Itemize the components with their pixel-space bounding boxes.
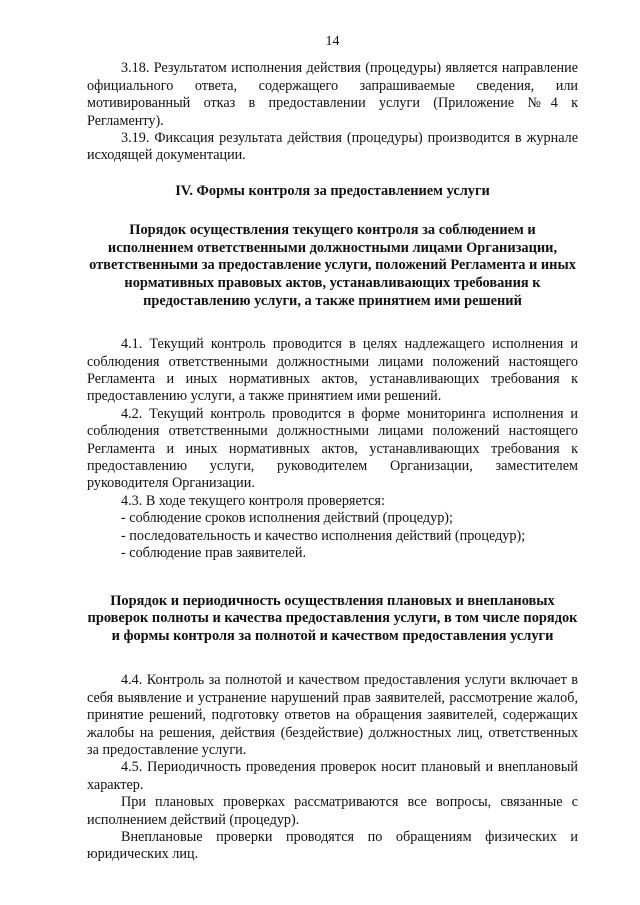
page-number: 14 [325, 34, 340, 49]
paragraph-3-19: 3.19. Фиксация результата действия (процедуры) производится в журнале исходящей документации. [87, 130, 578, 164]
paragraph-4-4: 4.4. Контроль за полнотой и качеством предоставления услуги включает в себя выявление и устранение нарушений прав заявителей, рассмотрение жалоб, принятие решений, подготовку ответов на обращения заявителей, содержащих жалобы на решения, действия (бездействие) должностных лиц, ответственных за предоставление услуги. [87, 672, 578, 758]
paragraph-4-1: 4.1. Текущий контроль проводится в целях надлежащего исполнения и соблюдения ответственными должностными лицами положений настоящего Регламента и иных нормативных актов, устанавливающих требования к предоставлению услуги, а также принятием ими решений. [87, 336, 578, 405]
paragraph-3-18: 3.18. Результатом исполнения действия (процедуры) является направление официального ответа, содержащего запрашиваемые сведения, или мотивированный отказ в предоставлении услуги (Приложение №4 к Регламенту). [87, 60, 578, 129]
subheading-current-control: Порядок осуществления текущего контроля за соблюдением и исполнением ответственными должностными лицами Организации, ответственными за предоставление услуги, положений Регламента и иных нормативных правовых актов, устанавливающих требования к предоставлению услуги, а также принятием ими решений [89, 222, 576, 309]
paragraph-planned-inspections: При плановых проверках рассматриваются все вопросы, связанные с исполнением действий (процедур). [87, 794, 578, 828]
paragraph-unplanned-inspections: Внеплановые проверки проводятся по обращениям физических и юридических лиц. [87, 828, 578, 863]
section-title: IV. Формы контроля за предоставлением услуги [175, 182, 490, 199]
paragraph-4-5: 4.5. Периодичность проведения проверок носит плановый и внеплановый характер. [87, 759, 578, 793]
checklist-item: - соблюдение прав заявителей. [121, 545, 306, 562]
subheading-inspections: Порядок и периодичность осуществления плановых и внеплановых проверок полноты и качества предоставления услуги, в том числе порядок и формы контроля за полнотой и качеством предоставления услуги [87, 592, 578, 644]
paragraph-4-3: 4.3. В ходе текущего контроля проверяется: [121, 492, 385, 509]
paragraph-4-2: 4.2. Текущий контроль проводится в форме мониторинга исполнения и соблюдения ответственными должностными лицами положений настоящего Регламента и иных нормативных актов, устанавливающих требования к предоставлению услуги, руководителем Организации, заместителем руководителя Организации. [87, 405, 578, 492]
checklist-item: - соблюдение сроков исполнения действий (процедур); [121, 510, 453, 527]
checklist-item: - последовательность и качество исполнения действий (процедур); [121, 527, 526, 544]
